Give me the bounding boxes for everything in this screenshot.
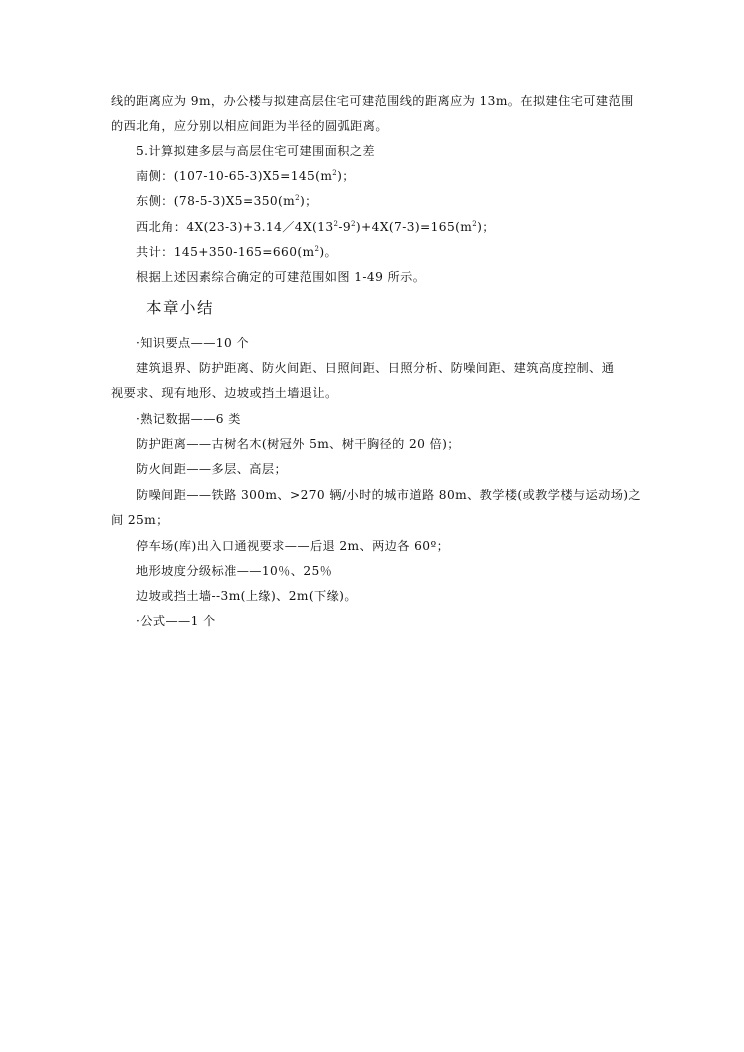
knowledge-points-line-2: 视要求、现有地形、边坡或挡土墙退让。 [111,386,338,400]
knowledge-points-header: ·知识要点——10 个 [136,336,249,350]
intro-line-2: 的西北角，应分别以相应间距为半径的圆弧距离。 [111,119,388,133]
nw-superscript-1: 2 [333,220,339,228]
data-parking-visibility: 停车场(库)出入口通视要求——后退 2m、两边各 60º； [136,539,450,553]
step5-title: 5.计算拟建多层与高层住宅可建围面积之差 [136,144,376,158]
data-retaining-wall: 边坡或挡土墙--3m(上缘)、2m(下缘)。 [136,589,357,603]
east-superscript: 2 [295,194,300,202]
east-side-calculation [136,193,318,209]
east-close: )； [300,194,318,208]
nw-text-1: 西北角：4X(23-3)+3.14／4X(13 [136,220,334,234]
chapter-summary-heading: 本章小结 [146,299,215,317]
nw-superscript-2: 2 [351,220,356,228]
intro-line-1: 线的距离应为 9m，办公楼与拟建高层住宅可建范围线的距离应为 13m。在拟建住宅可建范围 [111,94,634,108]
conclusion-line: 根据上述因素综合确定的可建范围如图 1-49 所示。 [136,270,426,284]
south-close: )； [337,169,355,183]
northwest-corner-calculation [136,219,495,235]
south-side-calculation [136,168,355,184]
memorize-data-header: ·熟记数据——6 类 [136,412,241,426]
east-text: 东侧：(78-5-3)X5=350(m [136,194,296,208]
data-noise-spacing-line-1: 防噪间距——铁路 300m、>270 辆/小时的城市道路 80m、教学楼(或教学楼与运动场)之 [136,488,642,502]
data-fire-spacing: 防火间距——多层、高层； [136,462,288,476]
data-protection-distance: 防护距离——古树名木(树冠外 5m、树干胸径的 20 倍)； [136,437,460,451]
formula-header: ·公式——1 个 [136,614,216,628]
total-calculation [136,244,337,260]
knowledge-points-line-1: 建筑退界、防护距离、防火间距、日照间距、日照分析、防噪间距、建筑高度控制、通 [136,361,615,375]
nw-text-2: -9 [338,220,352,234]
total-text: 共计：145+350-165=660(m [136,245,315,259]
nw-close: )； [477,220,495,234]
total-superscript: 2 [314,245,320,253]
south-superscript: 2 [332,169,338,177]
total-close: )。 [319,245,338,259]
nw-text-3: )+4X(7-3)=165(m [355,220,473,234]
south-text: 南侧：(107-10-65-3)X5=145(m [136,169,333,183]
data-slope-grading: 地形坡度分级标准——10％、25％ [136,564,333,578]
data-noise-spacing-line-2: 间 25m； [111,513,169,527]
nw-superscript-3: 2 [472,220,478,228]
